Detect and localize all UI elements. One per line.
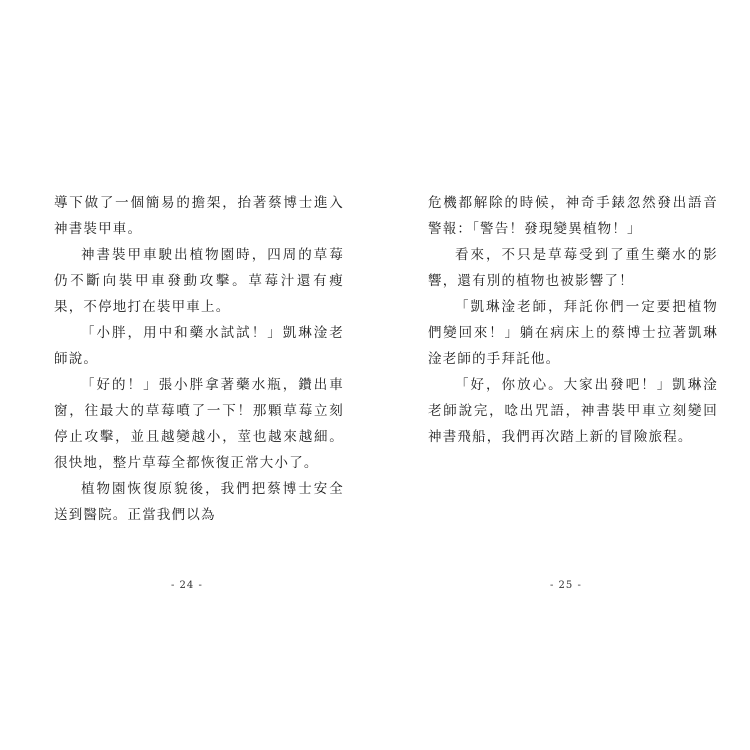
left-paragraph-2: 神書裝甲車駛出植物園時，四周的草莓仍不斷向裝甲車發動攻擊。草莓汁還有瘦果，不停地打在裝甲車上。 [54,247,344,315]
left-paragraph-3: 「小胖，用中和藥水試試！」凱琳淦老師說。 [54,325,344,367]
left-paragraph-1: 導下做了一個簡易的擔架，抬著蔡博士進入神書裝甲車。 [54,195,344,237]
right-paragraph-4: 「好，你放心。大家出發吧！」凱琳淦老師說完，唸出咒語，神書裝甲車立刻變回神書飛船，我們再次踏上新的冒險旅程。 [428,377,718,445]
right-paragraph-3: 「凱琳淦老師，拜託你們一定要把植物們變回來！」躺在病床上的蔡博士拉著凱琳淦老師的手拜託他。 [428,299,718,367]
right-page [428,190,718,450]
left-page [54,190,344,528]
right-paragraph-1: 危機都解除的時候，神奇手錶忽然發出語音警報：「警告！發現變異植物！」 [428,195,718,237]
left-paragraph-5: 植物園恢復原貌後，我們把蔡博士安全送到醫院。正當我們以為 [54,481,344,523]
left-page-number: - 24 - [171,580,203,591]
right-page-number: - 25 - [550,580,582,591]
right-paragraph-2: 看來，不只是草莓受到了重生藥水的影響，還有別的植物也被影響了！ [428,247,718,289]
left-paragraph-4: 「好的！」張小胖拿著藥水瓶，鑽出車窗，往最大的草莓噴了一下！那顆草莓立刻停止攻擊，並且越變越小，莖也越來越細。很快地，整片草莓全都恢復正常大小了。 [54,377,344,471]
